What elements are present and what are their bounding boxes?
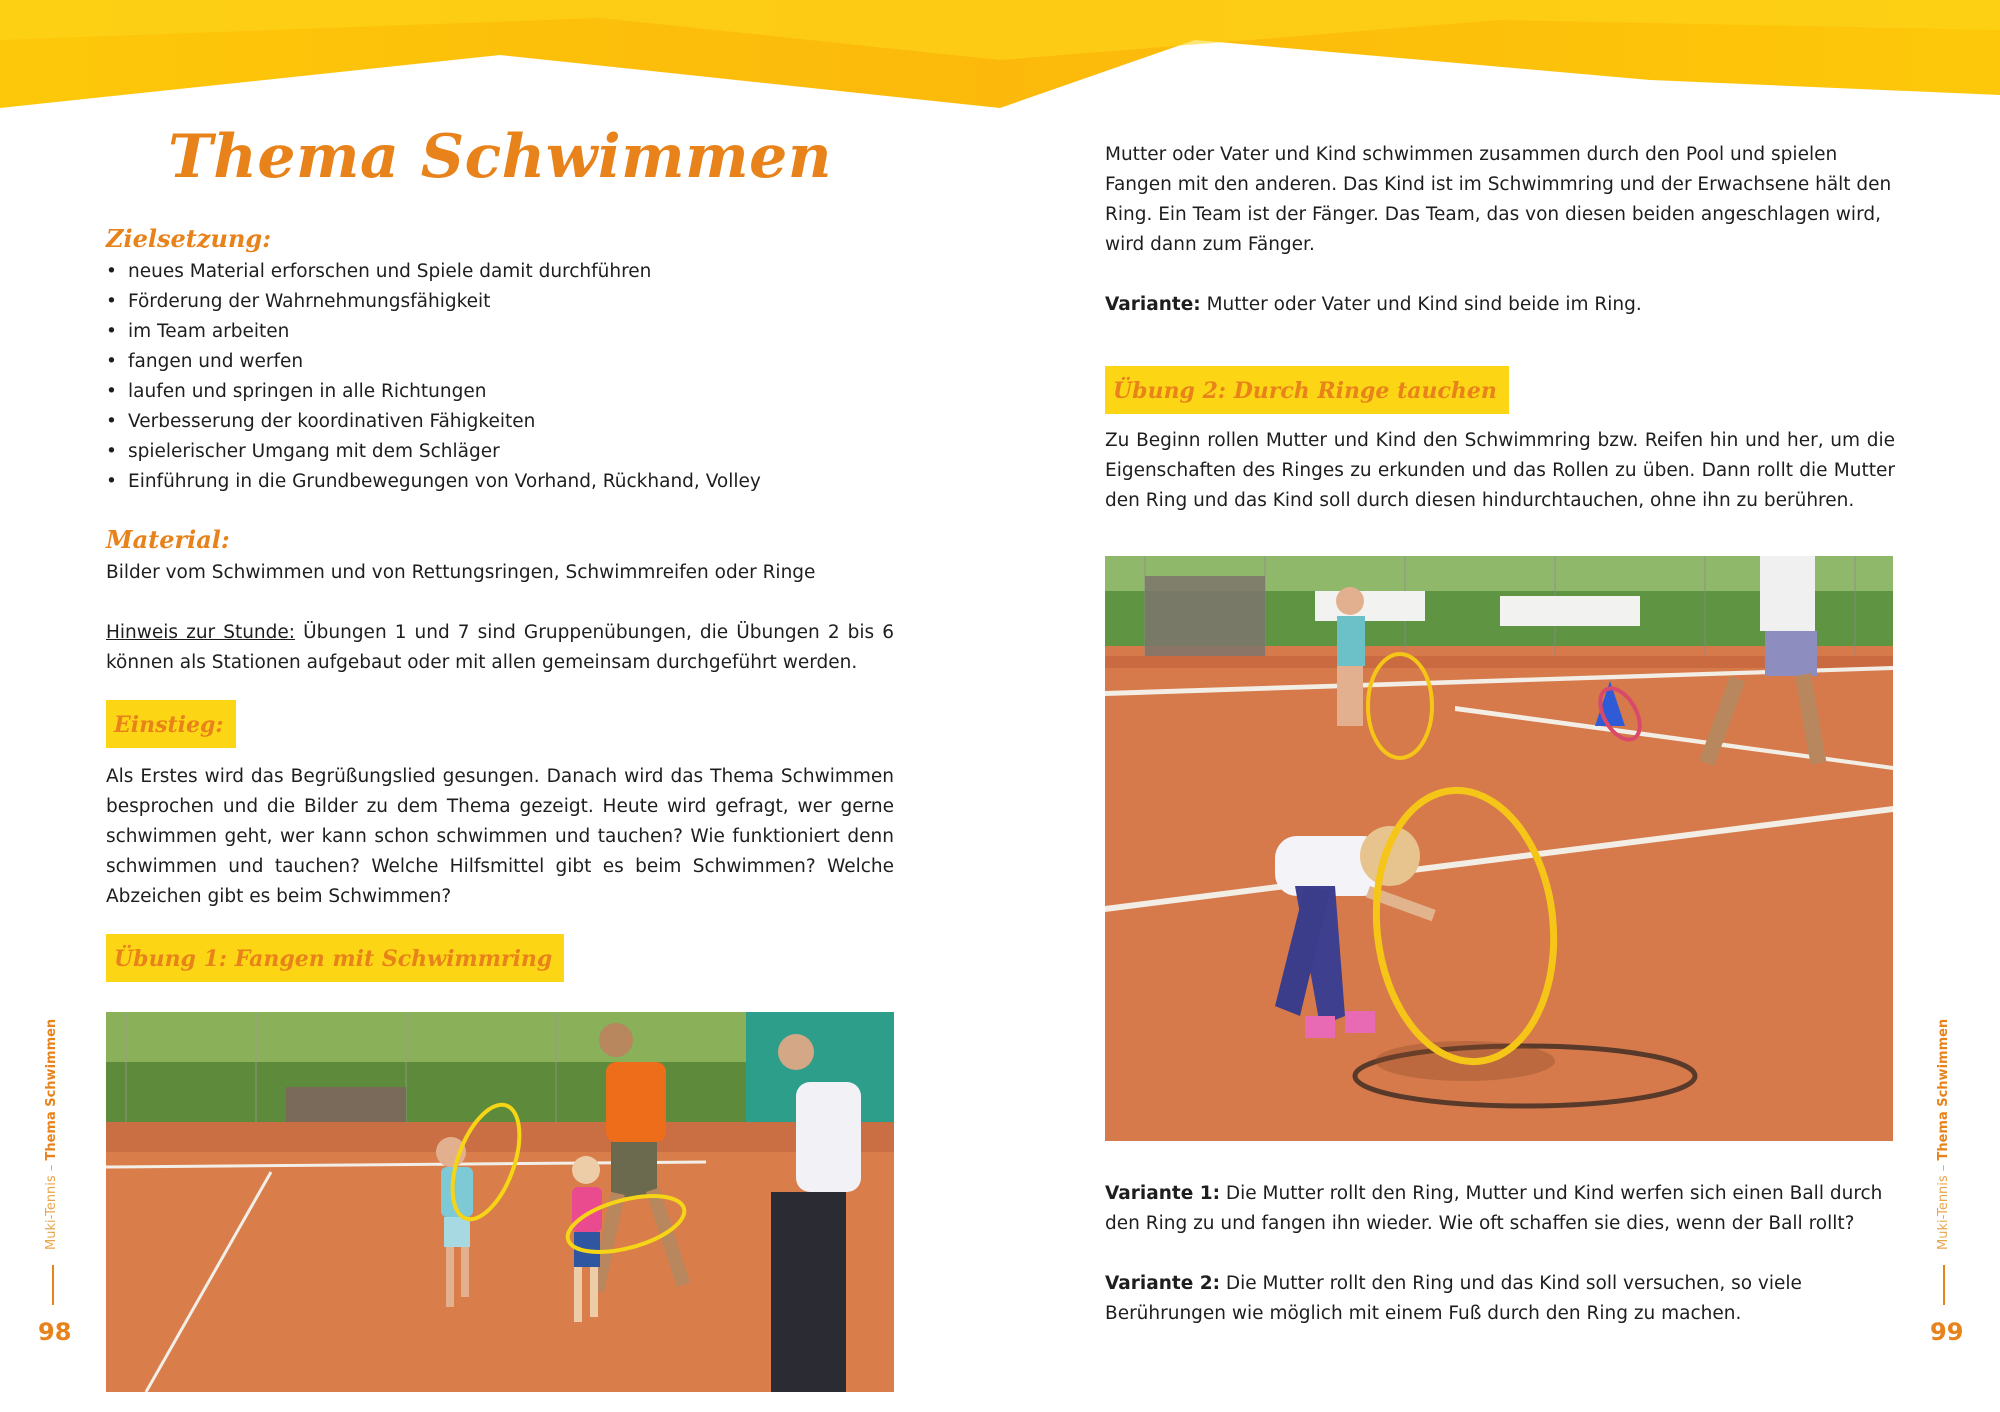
- material-heading: Material:: [106, 525, 230, 554]
- einstieg-text: Als Erstes wird das Begrüßungslied gesungen. Danach wird das Thema Schwimmen besprochen und die Bilder zu dem Thema gezeigt. Heute wird gefragt, wer gerne schwimmen geht, wer kann schon schwimmen und tauchen? Wie funktioniert denn schwimmen und tauchen? Welche Hilfsmittel gibt es beim Schwimmen? Welche Abzeichen gibt es beim Schwimmen?: [106, 766, 894, 907]
- material-text: Bilder vom Schwimmen und von Rettungsringen, Schwimmreifen oder Ringe: [106, 562, 816, 583]
- divider: [1943, 1265, 1945, 1305]
- left-page: [106, 110, 894, 1392]
- uebung2-text: Zu Beginn rollen Mutter und Kind den Schwimmring bzw. Reifen hin und her, um die Eigenschaften des Ringes zu erkunden und das Rollen zu üben. Dann rollt die Mutter den Ring und das Kind soll durch diesen hindurchtauchen, ohne ihn zu berühren.: [1105, 430, 1895, 511]
- variante2-paragraph: [1105, 1269, 1895, 1329]
- list-item: • Förderung der Wahrnehmungsfähigkeit: [106, 287, 894, 317]
- variante1-paragraph: [1105, 1179, 1895, 1239]
- side-label-chapter: Thema Schwimmen: [44, 1018, 59, 1161]
- list-item: • Einführung in die Grundbewegungen von Vorhand, Rückhand, Volley: [106, 467, 894, 497]
- zielsetzung-heading: Zielsetzung:: [106, 224, 272, 253]
- list-item: • spielerischer Umgang mit dem Schläger: [106, 437, 894, 467]
- page-number-left: 98: [38, 1318, 72, 1346]
- page-number-right: 99: [1930, 1318, 1964, 1346]
- side-label-chapter: Thema Schwimmen: [1936, 1018, 1951, 1161]
- einstieg-heading-box: [106, 700, 894, 748]
- side-label-book: Muki-Tennis –: [1936, 1160, 1951, 1250]
- einstieg-heading: Einstieg:: [106, 700, 236, 748]
- variante2-label: Variante 2:: [1105, 1273, 1221, 1294]
- uebung1-heading: Übung 1: Fangen mit Schwimmring: [106, 934, 564, 982]
- variante-paragraph: [1105, 290, 1895, 320]
- divider: [52, 1265, 54, 1305]
- hinweis-label: Hinweis zur Stunde:: [106, 622, 296, 643]
- variante1-label: Variante 1:: [1105, 1183, 1221, 1204]
- uebung2-heading: Übung 2: Durch Ringe tauchen: [1105, 366, 1509, 414]
- hinweis-paragraph: [106, 618, 894, 678]
- variante-label: Variante:: [1105, 294, 1201, 315]
- list-item: • im Team arbeiten: [106, 317, 894, 347]
- list-item: • Verbesserung der koordinativen Fähigkeiten: [106, 407, 894, 437]
- list-item: • fangen und werfen: [106, 347, 894, 377]
- variante2-text: Die Mutter rollt den Ring und das Kind soll versuchen, so viele Berührungen wie möglich mit einem Fuß durch den Ring zu machen.: [1105, 1273, 1802, 1324]
- header-banner: [0, 0, 2000, 110]
- right-page: [1105, 140, 1895, 1329]
- side-label-book: Muki-Tennis –: [44, 1160, 59, 1250]
- photo-uebung2: [1105, 556, 1893, 1141]
- photo-uebung1: [106, 1012, 894, 1392]
- zielsetzung-list: [106, 257, 894, 497]
- uebung2-heading-box: [1105, 366, 1895, 414]
- intro-text: Mutter oder Vater und Kind schwimmen zusammen durch den Pool und spielen Fangen mit den anderen. Das Kind ist im Schwimmring und der Erwachsene hält den Ring. Ein Team ist der Fänger. Das Team, das von diesen beiden angeschlagen wird, wird dann zum Fänger.: [1105, 144, 1892, 255]
- side-label-left: [44, 1019, 59, 1250]
- list-item: • laufen und springen in alle Richtungen: [106, 377, 894, 407]
- side-label-right: [1936, 1019, 1951, 1250]
- hinweis-text: Übungen 1 und 7 sind Gruppenübungen, die Übungen 2 bis 6 können als Stationen aufgebaut oder mit allen gemeinsam durchgeführt werden.: [106, 622, 894, 673]
- uebung1-heading-box: [106, 934, 894, 982]
- page-title: Thema Schwimmen: [168, 122, 832, 192]
- variante-text: Mutter oder Vater und Kind sind beide im Ring.: [1200, 294, 1642, 315]
- list-item: • neues Material erforschen und Spiele damit durchführen: [106, 257, 894, 287]
- variante1-text: Die Mutter rollt den Ring, Mutter und Kind werfen sich einen Ball durch den Ring zu und fangen ihn wieder. Wie oft schaffen sie dies, wenn der Ball rollt?: [1105, 1183, 1883, 1234]
